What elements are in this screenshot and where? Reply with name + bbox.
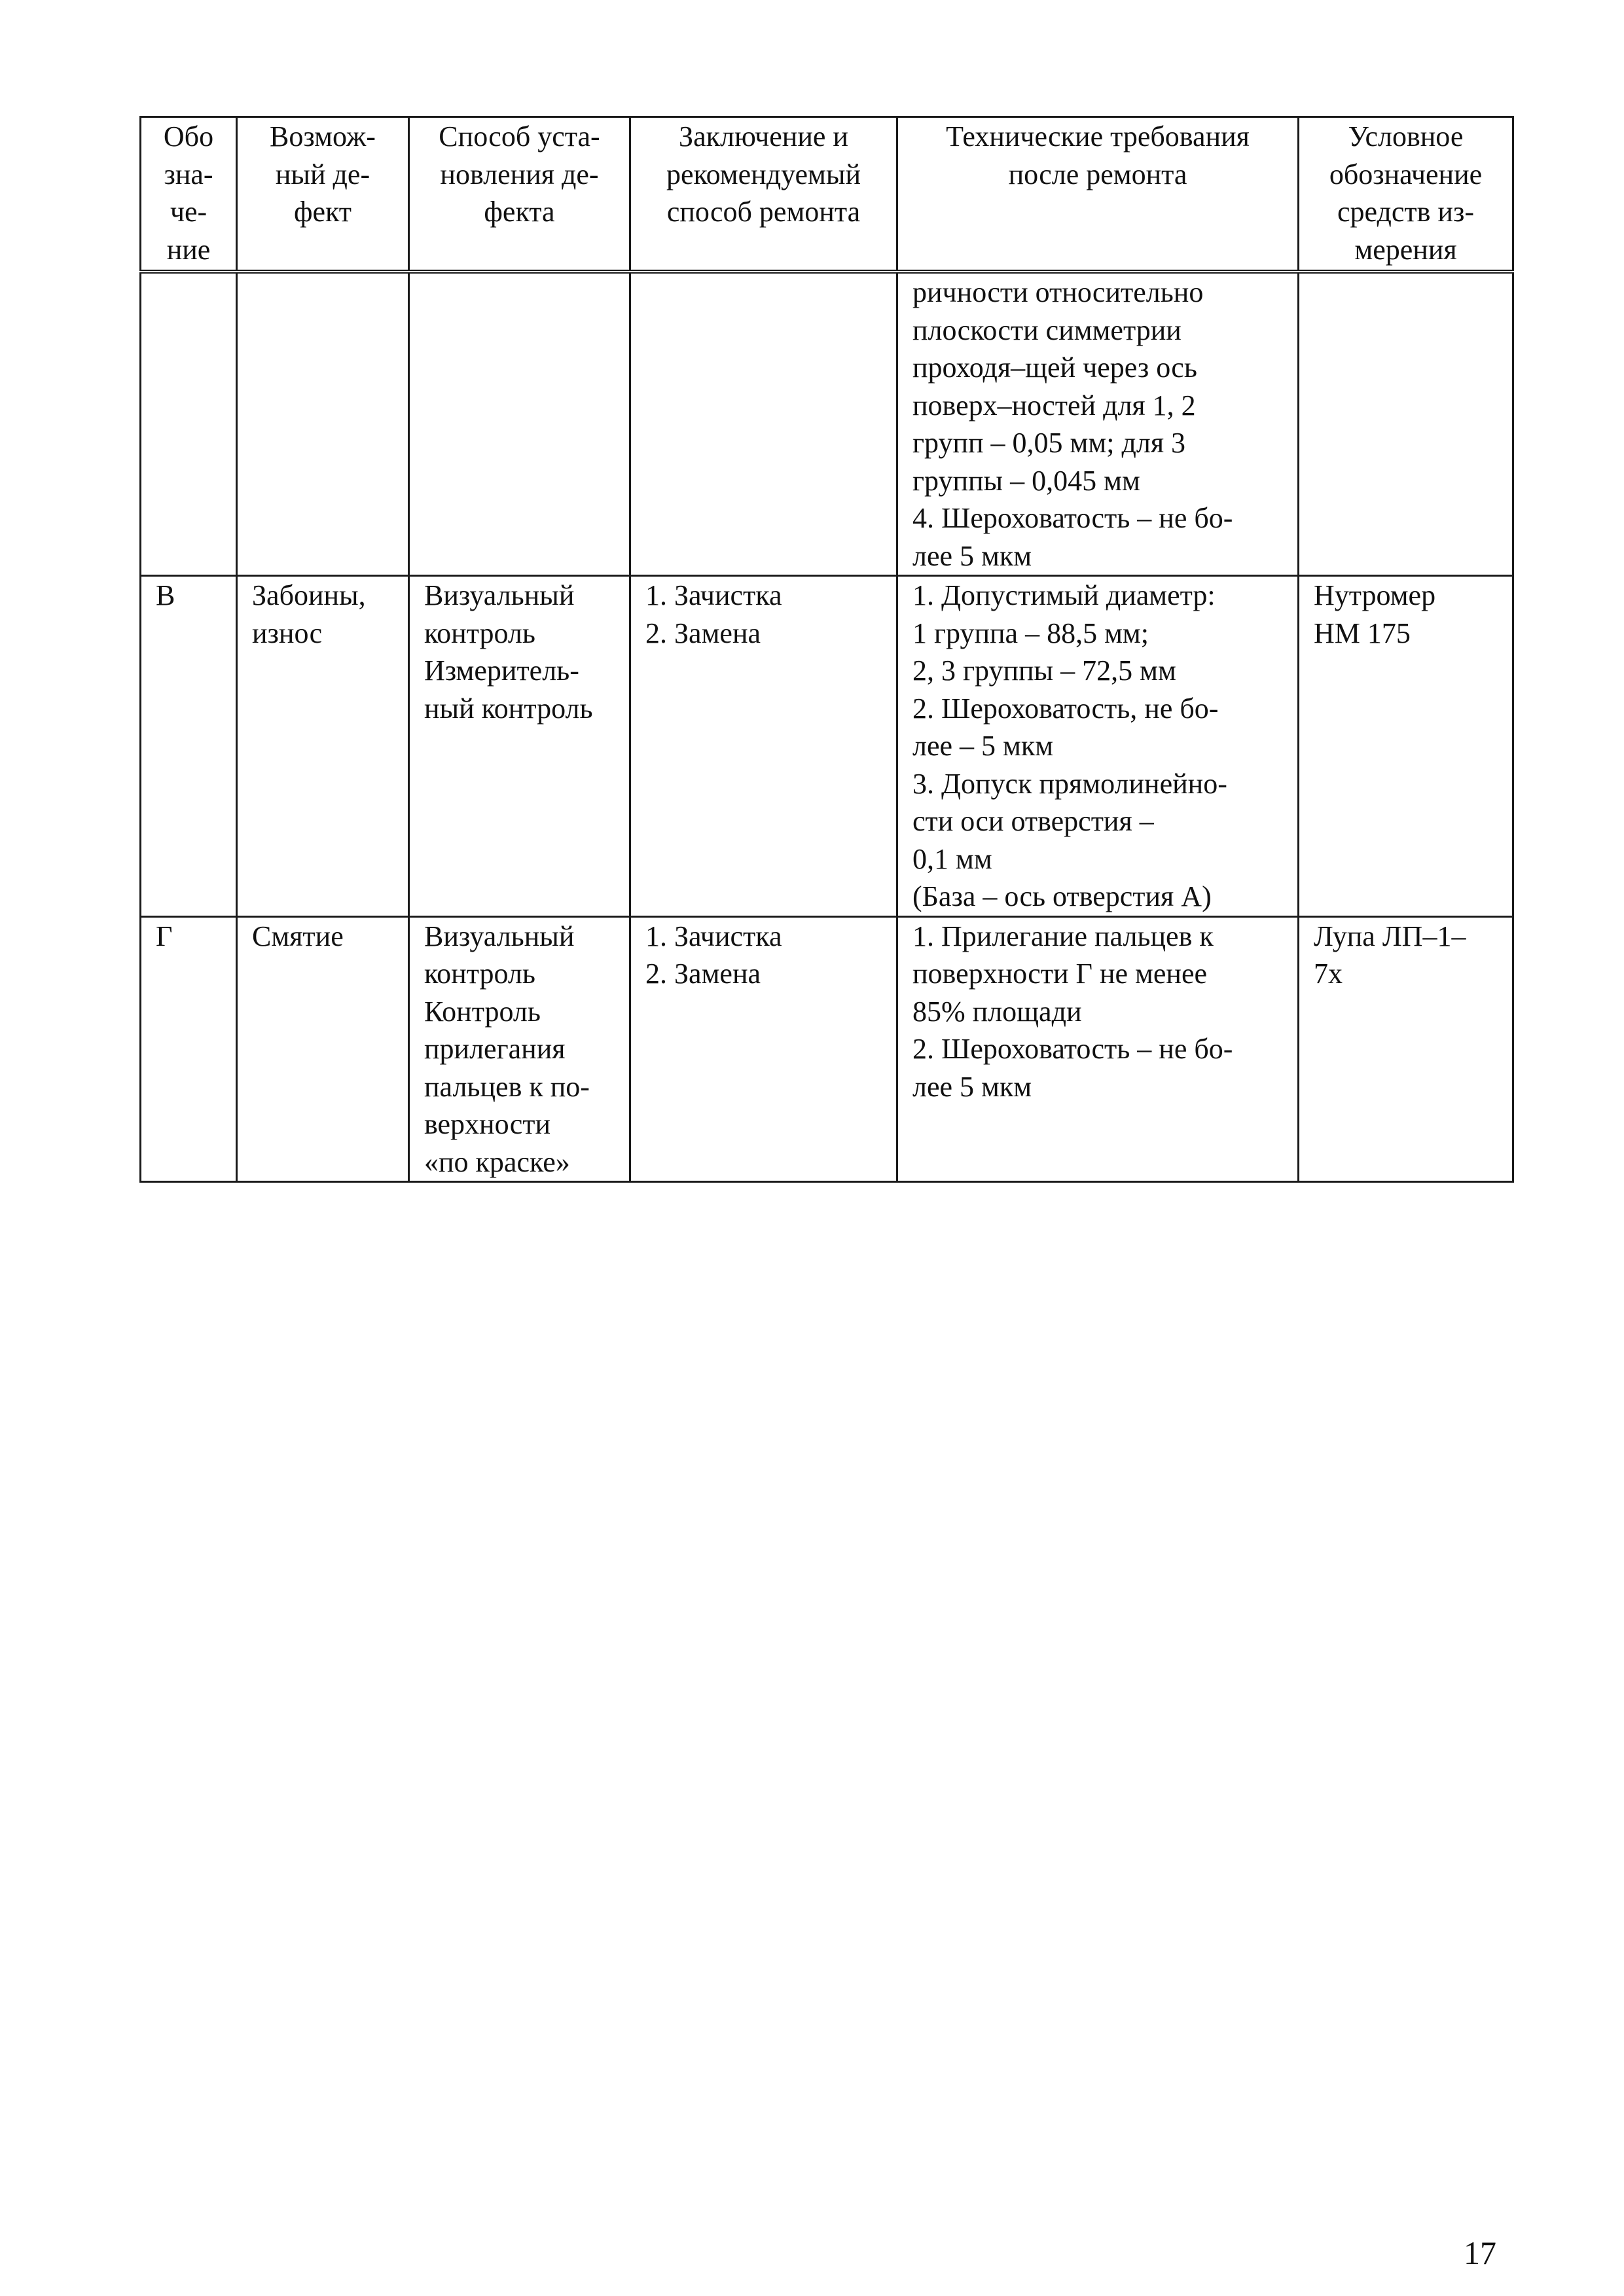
page-number: 17 bbox=[1464, 2234, 1496, 2271]
header-requirements: Технические требования после ремонта bbox=[897, 117, 1299, 272]
cell-repair: 1. Зачистка 2. Замена bbox=[630, 576, 897, 917]
cell-designation: Г bbox=[141, 916, 237, 1182]
table-header-row bbox=[141, 117, 1513, 272]
cell-requirements: ричности относительно плоскости симметрии проходя–щей через ось поверх–ностей для 1, 2 групп – 0,05 мм; для 3 группы – 0,045 мм 4. Шероховатость – не бо- лее 5 мкм bbox=[897, 272, 1299, 576]
cell-designation bbox=[141, 272, 237, 576]
cell-method: Визуальный контроль Контроль прилегания пальцев к по- верхности «по краске» bbox=[409, 916, 630, 1182]
cell-instrument bbox=[1299, 272, 1513, 576]
header-method: Способ уста- новления де- фекта bbox=[409, 117, 630, 272]
cell-defect: Смятие bbox=[237, 916, 409, 1182]
header-repair: Заключение и рекомендуемый способ ремонта bbox=[630, 117, 897, 272]
header-defect: Возмож- ный де- фект bbox=[237, 117, 409, 272]
cell-defect bbox=[237, 272, 409, 576]
cell-method: Визуальный контроль Измеритель- ный контроль bbox=[409, 576, 630, 917]
cell-defect: Забоины, износ bbox=[237, 576, 409, 917]
table-row-continuation bbox=[141, 272, 1513, 576]
cell-requirements: 1. Допустимый диаметр: 1 группа – 88,5 мм; 2, 3 группы – 72,5 мм 2. Шероховатость, не бо- лее – 5 мкм 3. Допуск прямолинейно- сти оси отверстия – 0,1 мм (База – ось отверстия А) bbox=[897, 576, 1299, 917]
cell-instrument: Лупа ЛП–1– 7х bbox=[1299, 916, 1513, 1182]
cell-repair: 1. Зачистка 2. Замена bbox=[630, 916, 897, 1182]
cell-instrument: Нутромер НМ 175 bbox=[1299, 576, 1513, 917]
table-row bbox=[141, 576, 1513, 917]
cell-method bbox=[409, 272, 630, 576]
table-row bbox=[141, 916, 1513, 1182]
header-designation: Обо зна- че- ние bbox=[141, 117, 237, 272]
cell-repair bbox=[630, 272, 897, 576]
defects-table bbox=[139, 116, 1514, 1183]
header-instrument: Условное обозначение средств из- мерения bbox=[1299, 117, 1513, 272]
cell-designation: В bbox=[141, 576, 237, 917]
cell-requirements: 1. Прилегание пальцев к поверхности Г не менее 85% площади 2. Шероховатость – не бо- лее 5 мкм bbox=[897, 916, 1299, 1182]
